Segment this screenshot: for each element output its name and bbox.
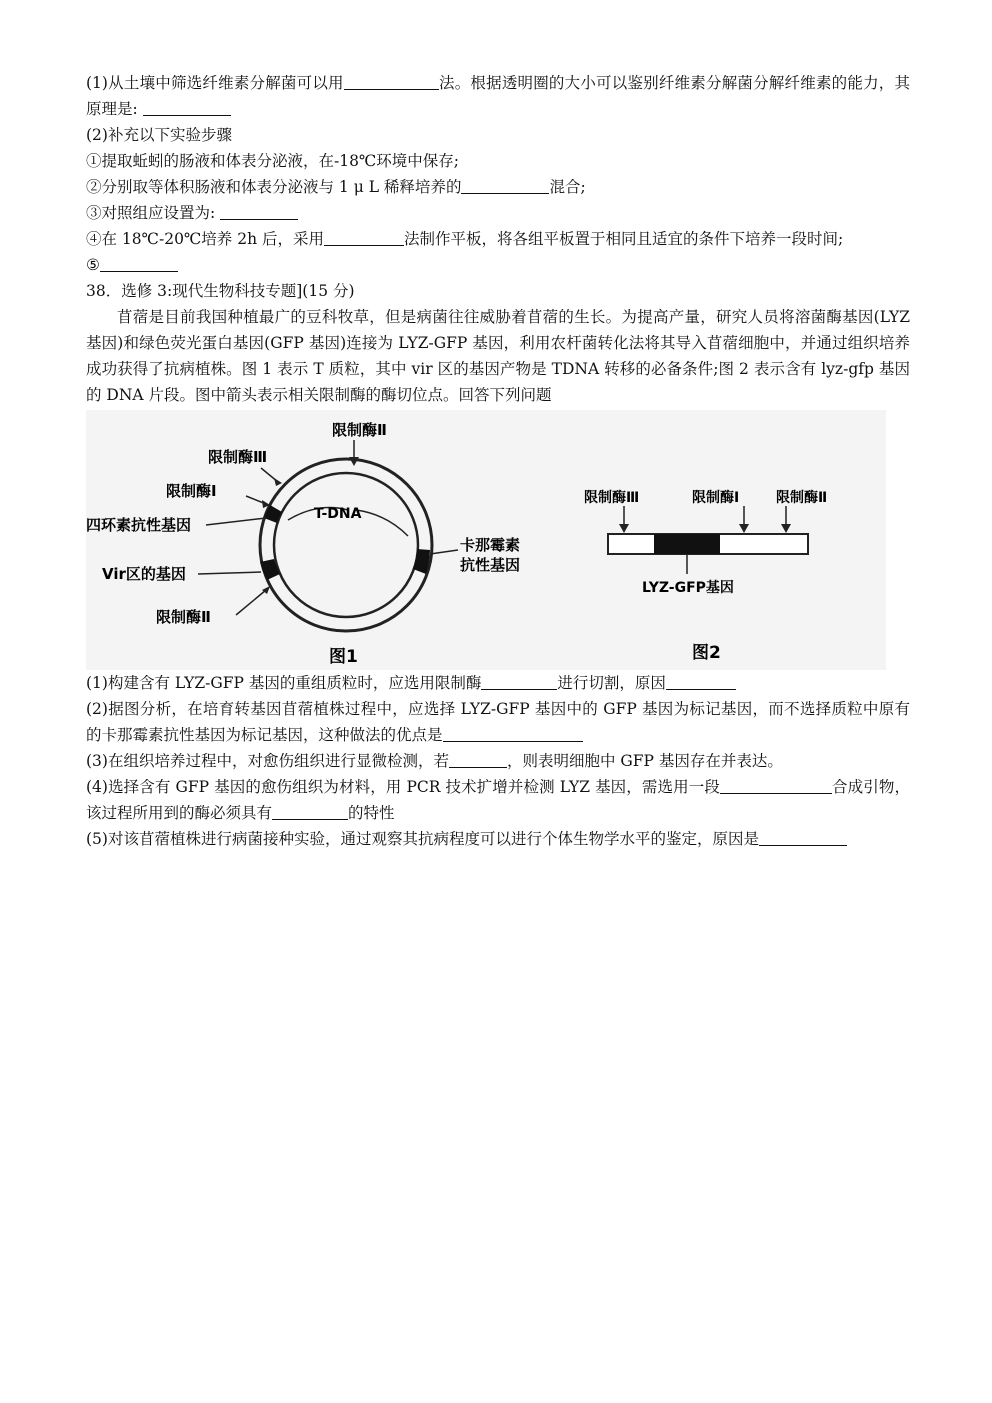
question-4: [86, 774, 910, 826]
text: ④在 18℃-20℃培养 2h 后，采用: [86, 230, 324, 248]
step-3: [86, 200, 910, 226]
text: 法制作平板，将各组平板置于相同且适宜的条件下培养一段时间;: [404, 230, 844, 248]
text: (4)选择含有 GFP 基因的愈伤组织为材料，用 PCR 技术扩增并检测 LYZ 基因，需选用一段: [86, 778, 720, 796]
section-38-intro: 苜蓿是目前我国种植最广的豆科牧草，但是病菌往往威胁着苜蓿的生长。为提高产量，研究人员将溶菌酶基因(LYZ 基因)和绿色荧光蛋白基因(GFP 基因)连接为 LYZ-GFP 基因，利用农杆菌转化法将其导入苜蓿细胞中，并通过组织培养成功获得了抗病植株。图 1 表示 T 质粒，其中 vir 区的基因产物是 TDNA 转移的必备条件;图 2 表示含有 lyz-gfp 基因的 DNA 片段。图中箭头表示相关限制酶的酶切位点。回答下列问题: [86, 308, 910, 404]
vir-label: Vir区的基因: [102, 565, 186, 583]
answer-blank[interactable]: [143, 99, 231, 116]
step-2: [86, 174, 910, 200]
fig2-enzyme-2-label: 限制酶Ⅱ: [776, 490, 828, 506]
figure-svg: [86, 410, 886, 670]
question-5: [86, 826, 910, 852]
tet-resistance-label: 四环素抗性基因: [86, 516, 192, 534]
enzyme-2-bottom-label: 限制酶Ⅱ: [156, 608, 211, 626]
text: (5)对该苜蓿植株进行病菌接种实验，通过观察其抗病程度可以进行个体生物学水平的鉴定，原因是: [86, 830, 759, 848]
answer-blank[interactable]: [443, 725, 583, 742]
answer-blank[interactable]: [344, 73, 439, 90]
text: 合成引物，该过程所用到的酶必须具有: [86, 778, 910, 822]
enzyme-2-top-label: 限制酶Ⅱ: [332, 421, 387, 439]
answer-blank[interactable]: [324, 229, 404, 246]
kanamycin-label-2: 抗性基因: [460, 556, 521, 574]
text: 法。根据透明圈的大小可以鉴别纤维素分解菌分解纤维素的能力，其原理是:: [86, 74, 910, 118]
text: ③对照组应设置为:: [86, 204, 216, 222]
answer-blank[interactable]: [759, 829, 847, 846]
question-1: [86, 670, 910, 696]
part1-q2: (2)补充以下实验步骤: [86, 126, 232, 144]
fig2-enzyme-1-label: 限制酶Ⅰ: [692, 490, 740, 506]
answer-blank[interactable]: [481, 673, 557, 690]
figures: [86, 410, 886, 670]
part1-q1: [86, 70, 910, 122]
figure-2-caption: 图2: [692, 643, 721, 663]
kanamycin-label-1: 卡那霉素: [460, 536, 521, 554]
text: (1)构建含有 LYZ-GFP 基因的重组质粒时，应选用限制酶: [86, 674, 482, 692]
fig2-enzyme-3-label: 限制酶Ⅲ: [584, 490, 640, 506]
text: ⑤: [86, 256, 100, 274]
enzyme-1-label: 限制酶Ⅰ: [166, 482, 217, 500]
answer-blank[interactable]: [461, 177, 549, 194]
text: 混合;: [549, 178, 586, 196]
text: ②分别取等体积肠液和体表分泌液与 1 μ L 稀释培养的: [86, 178, 462, 196]
lyz-gfp-gene-block: [654, 534, 720, 554]
answer-blank[interactable]: [220, 203, 298, 220]
lyz-gfp-gene-label: LYZ-GFP基因: [642, 580, 734, 596]
text: ，则表明细胞中 GFP 基因存在并表达。: [506, 752, 783, 770]
text: (2)据图分析，在培育转基因苜蓿植株过程中，应选择 LYZ-GFP 基因中的 GFP 基因为标记基因，而不选择质粒中原有的卡那霉素抗性基因为标记基因，这种做法的优点是: [86, 700, 910, 744]
text: (1)从土壤中筛选纤维素分解菌可以用: [86, 74, 344, 92]
section-38-title: 38．选修 3:现代生物科技专题](15 分): [86, 282, 355, 300]
questions-block: [86, 670, 910, 852]
answer-blank[interactable]: [272, 803, 348, 820]
question-2: [86, 696, 910, 748]
answer-blank[interactable]: [666, 673, 736, 690]
figure-1-caption: 图1: [329, 647, 358, 667]
step-1: ①提取蚯蚓的肠液和体表分泌液，在-18℃环境中保存;: [86, 152, 460, 170]
answer-blank[interactable]: [100, 255, 178, 272]
tdna-label: T-DNA: [314, 506, 362, 522]
text: (3)在组织培养过程中，对愈伤组织进行显微检测，若: [86, 752, 449, 770]
part1-block: [86, 70, 910, 408]
text: 进行切割，原因: [557, 674, 666, 692]
enzyme-3-label: 限制酶Ⅲ: [208, 448, 268, 466]
answer-blank[interactable]: [449, 751, 507, 768]
step-5: [86, 252, 910, 278]
answer-blank[interactable]: [720, 777, 832, 794]
step-4: [86, 226, 910, 252]
question-3: [86, 748, 910, 774]
text: 的特性: [348, 804, 395, 822]
